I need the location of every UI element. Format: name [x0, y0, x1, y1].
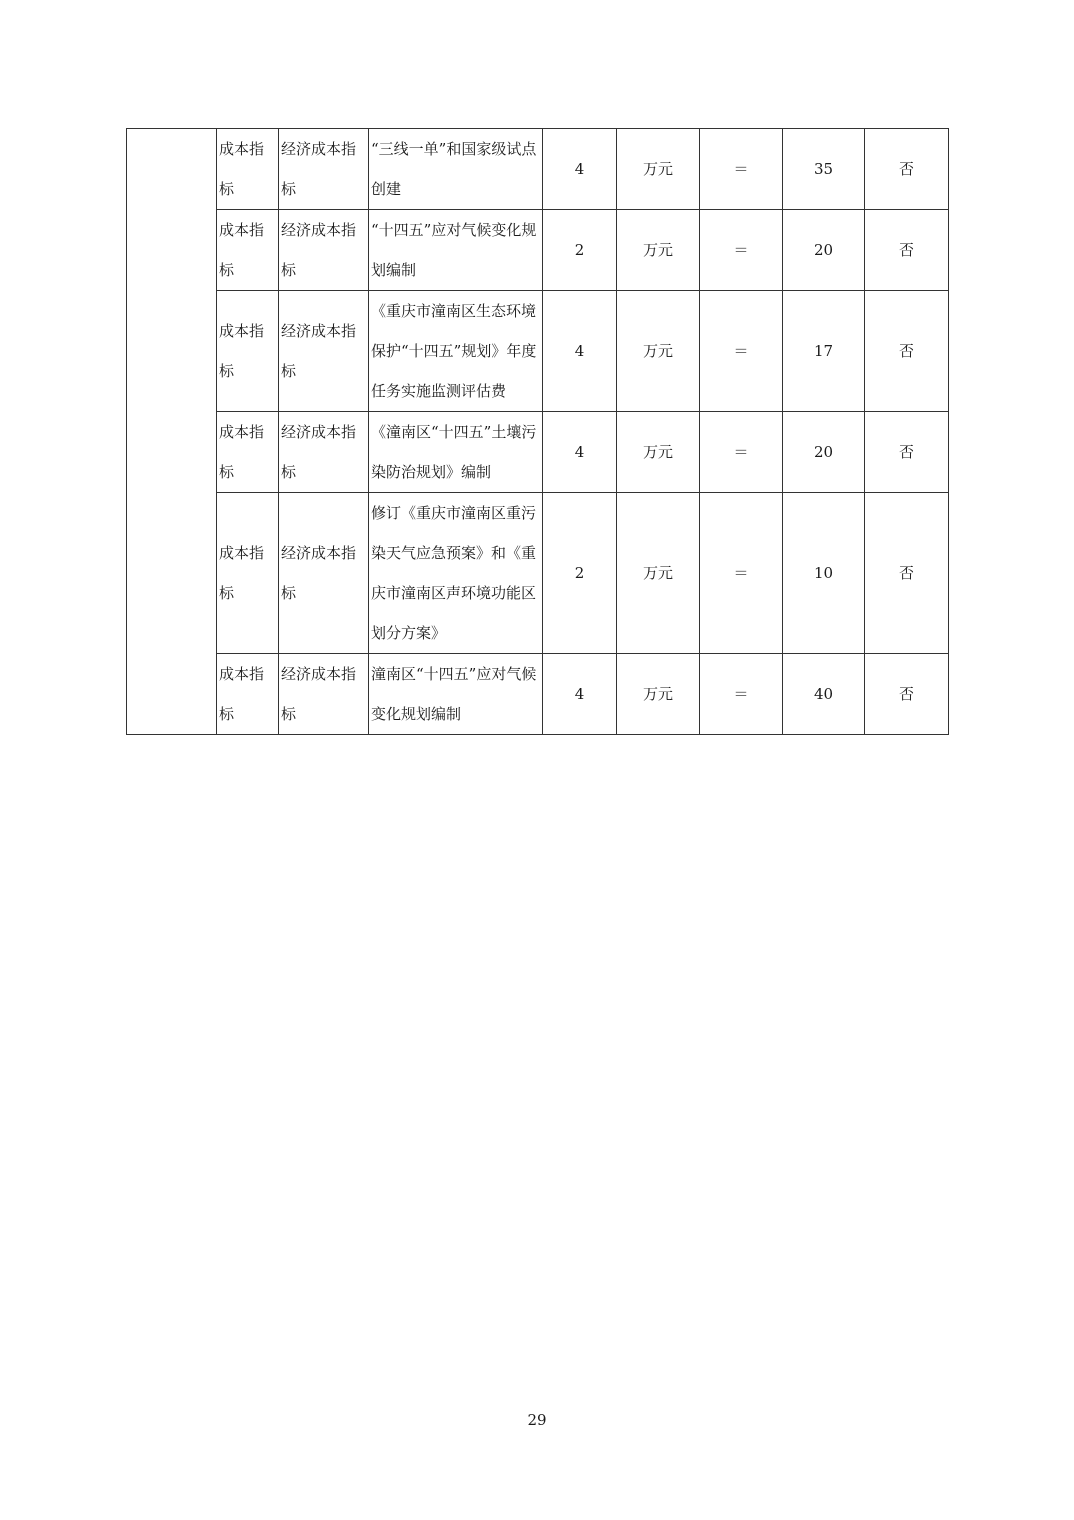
indicator-item: “十四五”应对气候变化规划编制 [369, 210, 543, 291]
indicator-subcategory: 经济成本指标 [279, 412, 369, 493]
indicator-flag: 否 [865, 129, 949, 210]
indicator-unit: 万元 [617, 210, 700, 291]
indicator-unit: 万元 [617, 412, 700, 493]
table-row [127, 493, 949, 654]
indicator-flag: 否 [865, 210, 949, 291]
indicator-weight: 4 [543, 291, 617, 412]
indicator-subcategory: 经济成本指标 [279, 654, 369, 735]
indicator-subcategory: 经济成本指标 [279, 291, 369, 412]
indicator-operator: ＝ [700, 493, 783, 654]
indicator-flag: 否 [865, 291, 949, 412]
table-row [127, 654, 949, 735]
merged-blank-cell [127, 129, 217, 735]
indicator-weight: 4 [543, 654, 617, 735]
indicator-item: “三线一单”和国家级试点创建 [369, 129, 543, 210]
indicator-value: 20 [783, 210, 865, 291]
indicator-value: 35 [783, 129, 865, 210]
indicator-weight: 2 [543, 493, 617, 654]
indicator-item: 《重庆市潼南区生态环境保护“十四五”规划》年度任务实施监测评估费 [369, 291, 543, 412]
table-row [127, 291, 949, 412]
indicator-unit: 万元 [617, 291, 700, 412]
indicator-value: 17 [783, 291, 865, 412]
table-row [127, 210, 949, 291]
indicator-subcategory: 经济成本指标 [279, 493, 369, 654]
indicator-category: 成本指标 [217, 129, 279, 210]
indicator-flag: 否 [865, 654, 949, 735]
indicator-operator: ＝ [700, 210, 783, 291]
indicator-value: 20 [783, 412, 865, 493]
indicator-unit: 万元 [617, 493, 700, 654]
indicator-category: 成本指标 [217, 412, 279, 493]
indicator-category: 成本指标 [217, 291, 279, 412]
indicator-item: 潼南区“十四五”应对气候变化规划编制 [369, 654, 543, 735]
indicator-value: 10 [783, 493, 865, 654]
indicator-item: 修订《重庆市潼南区重污染天气应急预案》和《重庆市潼南区声环境功能区划分方案》 [369, 493, 543, 654]
indicator-category: 成本指标 [217, 493, 279, 654]
table-row [127, 129, 949, 210]
table-row [127, 412, 949, 493]
indicator-unit: 万元 [617, 129, 700, 210]
indicator-item: 《潼南区“十四五”土壤污染防治规划》编制 [369, 412, 543, 493]
indicator-operator: ＝ [700, 412, 783, 493]
indicator-value: 40 [783, 654, 865, 735]
indicator-flag: 否 [865, 493, 949, 654]
indicator-weight: 2 [543, 210, 617, 291]
indicator-operator: ＝ [700, 129, 783, 210]
performance-indicator-table [126, 128, 949, 735]
indicator-operator: ＝ [700, 291, 783, 412]
indicator-flag: 否 [865, 412, 949, 493]
indicator-subcategory: 经济成本指标 [279, 210, 369, 291]
indicator-category: 成本指标 [217, 210, 279, 291]
page-number: 29 [527, 1411, 547, 1429]
indicator-category: 成本指标 [217, 654, 279, 735]
indicator-subcategory: 经济成本指标 [279, 129, 369, 210]
indicator-weight: 4 [543, 412, 617, 493]
indicator-weight: 4 [543, 129, 617, 210]
indicator-operator: ＝ [700, 654, 783, 735]
indicator-unit: 万元 [617, 654, 700, 735]
